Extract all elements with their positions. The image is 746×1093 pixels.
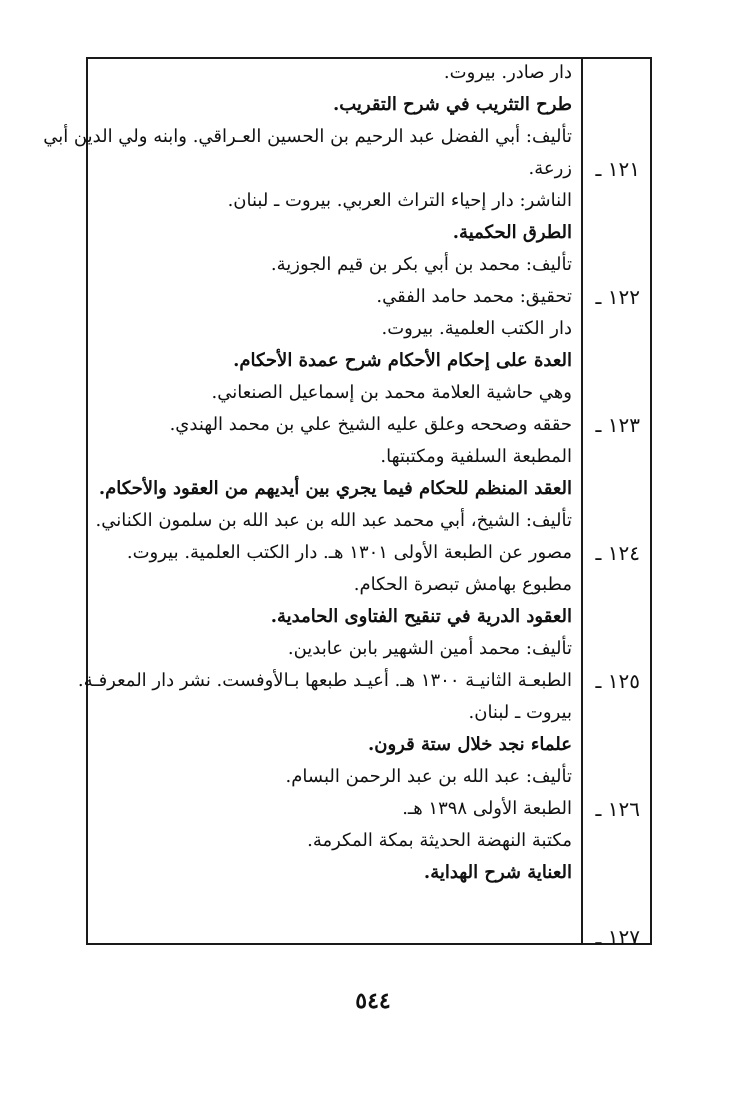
entry-line: تأليف: محمد بن أبي بكر بن قيم الجوزية. [270, 254, 572, 275]
entry-title: العقود الدرية في تنقيح الفتاوى الحامدية. [270, 606, 572, 627]
entry-number: ١٢٣ ـ [595, 413, 640, 437]
entry-number: ١٢٧ ـ [595, 925, 640, 949]
entry-line: دار صادر. بيروت. [443, 62, 572, 83]
entry-line: الطبعة الأولى ١٣٩٨ هـ. [402, 798, 572, 819]
entry-line: تأليف: أبي الفضل عبد الرحيم بن الحسين العـراقي. وابنه ولي الدين أبي [43, 126, 572, 147]
entry-numbers-column [583, 57, 650, 949]
entry-number: ١٢١ ـ [595, 157, 640, 181]
entry-line: الناشر: دار إحياء التراث العربي. بيروت ـ لبنان. [227, 190, 572, 211]
entry-line: تأليف: عبد الله بن عبد الرحمن البسام. [285, 766, 572, 787]
entry-number: ١٢٥ ـ [595, 669, 640, 693]
entry-number: ١٢٦ ـ [595, 797, 640, 821]
entry-line: بيروت ـ لبنان. [468, 702, 572, 723]
entry-line: تأليف: محمد أمين الشهير بابن عابدين. [287, 638, 572, 659]
entry-line: الطبعـة الثانيـة ١٣٠٠ هـ. أعيـد طبعها بـالأوفست. نشر دار المعرفـة. [77, 670, 572, 691]
entry-line: حققه وصححه وعلق عليه الشيخ علي بن محمد الهندي. [169, 414, 572, 435]
entry-title: العقد المنظم للحكام فيما يجري بين أيديهم من العقود والأحكام. [98, 478, 572, 499]
entry-line: المطبعة السلفية ومكتبتها. [380, 446, 572, 467]
entry-title: العناية شرح الهداية. [423, 862, 572, 883]
entry-line: تحقيق: محمد حامد الفقي. [376, 286, 572, 307]
entry-line: تأليف: الشيخ، أبي محمد عبد الله بن عبد الله بن سلمون الكناني. [95, 510, 572, 531]
entry-line: زرعة. [528, 158, 572, 179]
bibliography-text [43, 57, 572, 945]
entry-title: الطرق الحكمية. [452, 222, 572, 243]
entry-number: ١٢٤ ـ [595, 541, 640, 565]
entry-line: مطبوع بهامش تبصرة الحكام. [353, 574, 572, 595]
entry-line: دار الكتب العلمية. بيروت. [381, 318, 572, 339]
entry-line: مصور عن الطبعة الأولى ١٣٠١ هـ. دار الكتب العلمية. بيروت. [126, 542, 572, 563]
entry-number: ١٢٢ ـ [595, 285, 640, 309]
entry-title: طرح التثريب في شرح التقريب. [332, 94, 572, 115]
entry-title: العدة على إحكام الأحكام شرح عمدة الأحكام. [233, 350, 572, 371]
page-number: ٥٤٤ [355, 988, 391, 1014]
entry-title: علماء نجد خلال ستة قرون. [367, 734, 572, 755]
entry-line: وهي حاشية العلامة محمد بن إسماعيل الصنعاني. [211, 382, 572, 403]
entry-line: مكتبة النهضة الحديثة بمكة المكرمة. [307, 830, 572, 851]
